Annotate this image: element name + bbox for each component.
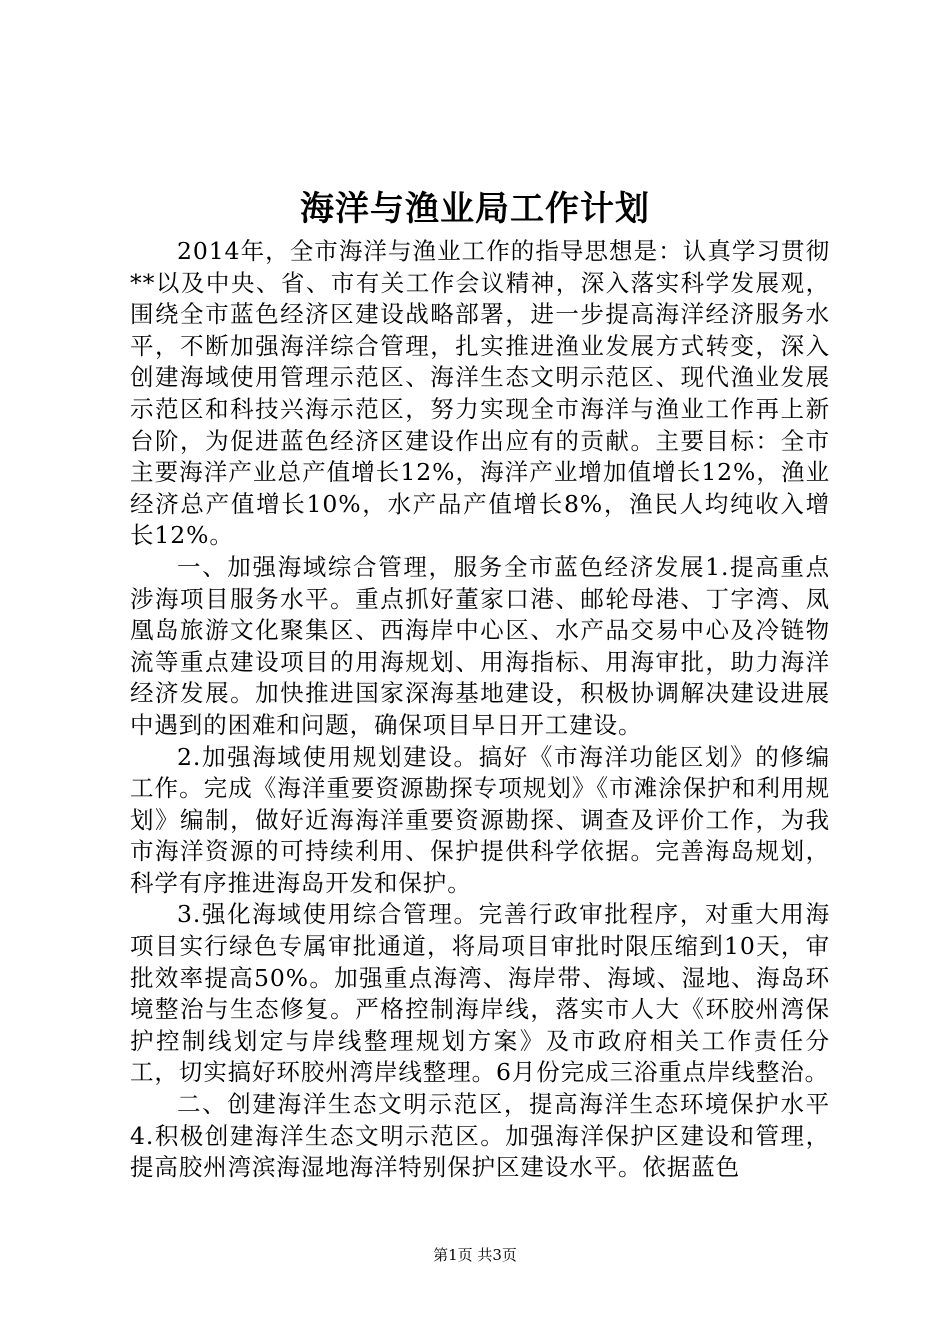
paragraph-section-two: 二、创建海洋生态文明示范区，提高海洋生态环境保护水平4.积极创建海洋生态文明示范区。加强海洋保护区建设和管理，提高胶州湾滨海湿地海洋特别保护区建设水平。依据蓝色 (130, 1090, 830, 1182)
document-title: 海洋与渔业局工作计划 (300, 189, 650, 229)
page-footer: 第1页 共3页 (433, 1246, 517, 1264)
paragraph-section-one: 一、加强海域综合管理，服务全市蓝色经济发展1.提高重点涉海项目服务水平。重点抓好董家口港、邮轮母港、丁字湾、凤凰岛旅游文化聚集区、西海岸中心区、水产品交易中心及冷链物流等重点建设项目的用海规划、用海指标、用海审批，助力海洋经济发展。加快推进国家深海基地建设，积极协调解决建设进展中遇到的困难和问题，确保项目早日开工建设。 (130, 552, 830, 739)
document-body (130, 236, 830, 1184)
paragraph-item-three: 3.强化海域使用综合管理。完善行政审批程序，对重大用海项目实行绿色专属审批通道，将局项目审批时限压缩到10天，审批效率提高50%。加强重点海湾、海岸带、海域、湿地、海岛环境整治与生态修复。严格控制海岸线，落实市人大《环胶州湾保护控制线划定与岸线整理规划方案》及市政府相关工作责任分工，切实搞好环胶州湾岸线整理。6月份完成三浴重点岸线整治。 (130, 900, 830, 1087)
paragraph-guiding-thought: 2014年，全市海洋与渔业工作的指导思想是：认真学习贯彻**以及中央、省、市有关工作会议精神，深入落实科学发展观，围绕全市蓝色经济区建设战略部署，进一步提高海洋经济服务水平，不断加强海洋综合管理，扎实推进渔业发展方式转变，深入创建海域使用管理示范区、海洋生态文明示范区、现代渔业发展示范区和科技兴海示范区，努力实现全市海洋与渔业工作再上新台阶，为促进蓝色经济区建设作出应有的贡献。主要目标：全市主要海洋产业总产值增长12%，海洋产业增加值增长12%，渔业经济总产值增长10%，水产品产值增长8%，渔民人均纯收入增长12%。 (130, 237, 830, 550)
paragraph-item-two: 2.加强海域使用规划建设。搞好《市海洋功能区划》的修编工作。完成《海洋重要资源勘探专项规划》《市滩涂保护和利用规划》编制，做好近海海洋重要资源勘探、调查及评价工作，为我市海洋资源的可持续利用、保护提供科学依据。完善海岛规划，科学有序推进海岛开发和保护。 (130, 742, 830, 897)
